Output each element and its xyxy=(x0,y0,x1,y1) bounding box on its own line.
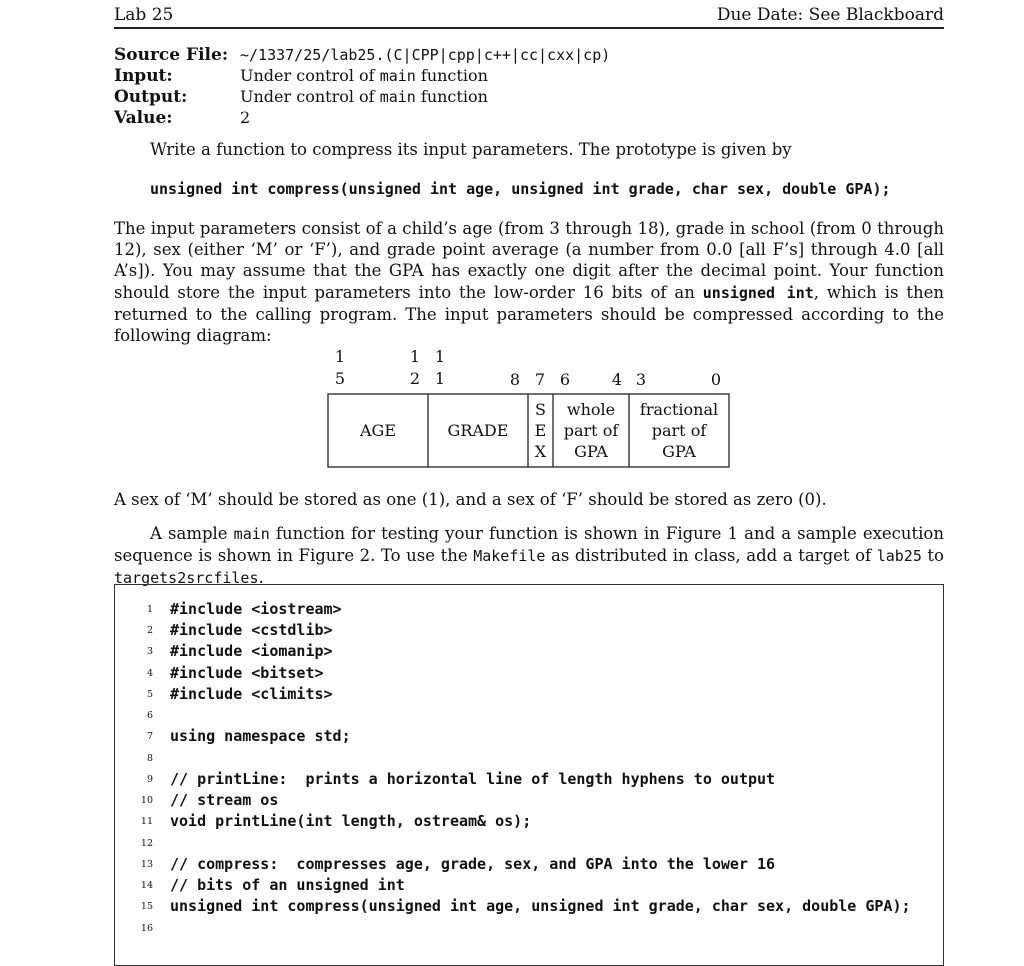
bit-label-8: 8 xyxy=(509,370,521,389)
description-paragraph: The input parameters consist of a child’s age (from 3 through 18), grade in school (from 0 through 12), sex (either ‘M’ or ‘F’), and grade point average (a number from 0.0 [all F’s] through 4.0 [all A’s]). You may assume that the GPA has exactly one digit after the decimal point. Your function should store the input parameters into the low-order 16 bits of an unsigned int, which is then returned to the calling program. The input parameters should be compressed according to the following diagram: xyxy=(114,219,944,346)
field-whole-3: GPA xyxy=(574,442,608,461)
main-function-paragraph: A sample main function for testing your function is shown in Figure 1 and a sample execution sequence is shown in Figure 2. To use the Makefile as distributed in class, add a target of lab25 to targets2srcfiles. xyxy=(114,524,944,588)
bit-label-15-bottom: 5 xyxy=(334,369,346,388)
field-whole-1: whole xyxy=(566,400,616,419)
lab-title: Lab 25 xyxy=(114,5,174,25)
bit-label-4: 4 xyxy=(611,370,623,389)
code-line: 8 xyxy=(146,753,153,764)
code-line: 5 #include <climits> xyxy=(146,685,333,703)
field-sex-s: S xyxy=(535,400,546,419)
sex-note-paragraph: A sex of ‘M’ should be stored as one (1), and a sex of ‘F’ should be stored as zero (0). xyxy=(114,490,827,509)
code-line: 15 unsigned int compress(unsigned int age, unsigned int grade, char sex, double GPA); xyxy=(140,897,911,915)
field-sex-e: E xyxy=(534,421,547,440)
bit-label-6: 6 xyxy=(559,370,571,389)
bit-label-7: 7 xyxy=(534,370,546,389)
bit-label-15-top: 1 xyxy=(334,347,346,366)
code-line: 13 // compress: compresses age, grade, sex, and GPA into the lower 16 xyxy=(140,855,776,873)
code-line: 11 void printLine(int length, ostream& os); xyxy=(140,812,532,830)
bit-label-3: 3 xyxy=(635,370,647,389)
value-value: 2 xyxy=(240,108,251,127)
bit-label-12-top: 1 xyxy=(409,347,421,366)
code-line: 7 using namespace std; xyxy=(146,727,351,745)
code-line: 2 #include <cstdlib> xyxy=(146,621,333,639)
bit-layout-diagram xyxy=(327,346,737,471)
bit-label-12-bottom: 2 xyxy=(409,369,421,388)
field-sex-x: X xyxy=(534,442,547,461)
code-line: 3 #include <iomanip> xyxy=(146,642,333,660)
output-value: Under control of main function xyxy=(240,87,488,106)
output-label: Output: xyxy=(114,87,188,107)
intro-paragraph: Write a function to compress its input parameters. The prototype is given by xyxy=(150,140,792,159)
bit-label-0: 0 xyxy=(710,370,722,389)
code-line: 1 #include <iostream> xyxy=(146,600,342,618)
function-prototype: unsigned int compress(unsigned int age, unsigned int grade, char sex, double GPA); xyxy=(150,180,891,198)
value-label: Value: xyxy=(114,108,173,128)
code-line: 4 #include <bitset> xyxy=(146,664,324,682)
code-line: 12 xyxy=(140,838,153,849)
field-age: AGE xyxy=(359,421,397,440)
input-value: Under control of main function xyxy=(240,66,488,85)
source-file-label: Source File: xyxy=(114,45,229,65)
code-line: 6 xyxy=(146,710,153,721)
source-file-value: ~/1337/25/lab25.(C|CPP|cpp|c++|cc|cxx|cp) xyxy=(240,46,611,64)
code-line: 9 // printLine: prints a horizontal line of length hyphens to output xyxy=(146,770,776,788)
bit-label-11-bottom: 1 xyxy=(434,369,446,388)
field-whole-2: part of xyxy=(563,421,619,440)
code-line: 14 // bits of an unsigned int xyxy=(140,876,405,894)
field-grade: GRADE xyxy=(447,421,509,440)
bit-label-11-top: 1 xyxy=(434,347,446,366)
code-line: 16 xyxy=(140,923,153,934)
input-label: Input: xyxy=(114,66,173,86)
due-date: Due Date: See Blackboard xyxy=(716,5,944,25)
field-frac-1: fractional xyxy=(639,400,719,419)
field-frac-2: part of xyxy=(651,421,707,440)
header-divider xyxy=(114,27,944,29)
code-listing xyxy=(114,584,944,966)
code-line: 10 // stream os xyxy=(140,791,279,809)
field-frac-3: GPA xyxy=(662,442,696,461)
